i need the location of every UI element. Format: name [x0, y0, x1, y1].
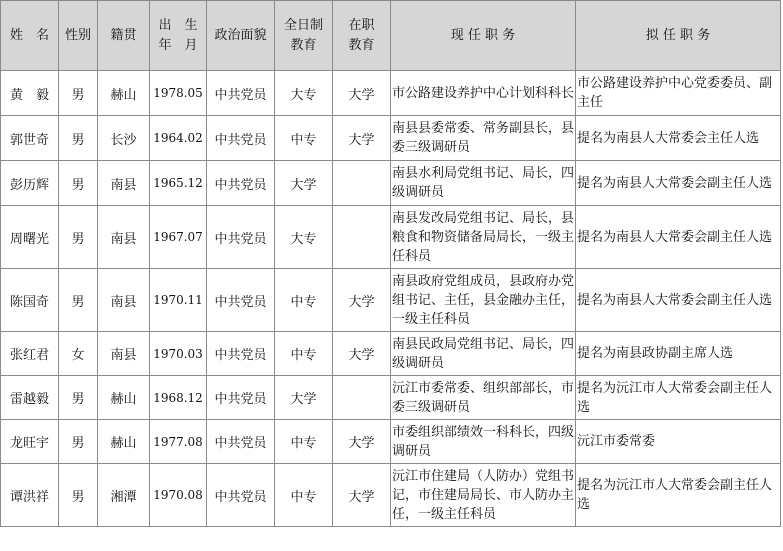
- cell-name: 张红君: [1, 332, 59, 376]
- cell-birth: 1977.08: [150, 420, 207, 464]
- cell-inservice-edu: [333, 376, 391, 420]
- cell-proposed-post: 提名为南县人大常委会主任人选: [576, 116, 781, 161]
- cell-proposed-post: 提名为南县人大常委会副主任人选: [576, 161, 781, 206]
- cell-fulltime-edu: 中专: [275, 269, 333, 332]
- cell-birth: 1970.08: [150, 464, 207, 527]
- cell-political: 中共党员: [207, 464, 275, 527]
- cell-fulltime-edu: 大学: [275, 376, 333, 420]
- cell-inservice-edu: 大学: [333, 464, 391, 527]
- cell-gender: 男: [59, 269, 98, 332]
- cell-name: 彭历辉: [1, 161, 59, 206]
- cell-political: 中共党员: [207, 116, 275, 161]
- cell-current-post: 市委组织部绩效一科科长，四级调研员: [391, 420, 576, 464]
- cell-origin: 赫山: [98, 71, 150, 116]
- cell-inservice-edu: 大学: [333, 71, 391, 116]
- table-row: [1, 420, 781, 464]
- header-birth: 出 生 年 月: [150, 1, 207, 71]
- cell-name: 陈国奇: [1, 269, 59, 332]
- cell-gender: 女: [59, 332, 98, 376]
- cell-proposed-post: 提名为南县人大常委会副主任人选: [576, 269, 781, 332]
- cell-current-post: 沅江市住建局（人防办）党组书记，市住建局局长、市人防办主任，一级主任科员: [391, 464, 576, 527]
- cell-political: 中共党员: [207, 71, 275, 116]
- cell-political: 中共党员: [207, 376, 275, 420]
- cell-fulltime-edu: 大专: [275, 71, 333, 116]
- cell-inservice-edu: 大学: [333, 420, 391, 464]
- cell-fulltime-edu: 中专: [275, 332, 333, 376]
- header-current-post: 现 任 职 务: [391, 1, 576, 71]
- cell-current-post: 南县县委常委、常务副县长，县委三级调研员: [391, 116, 576, 161]
- cell-proposed-post: 市公路建设养护中心党委委员、副主任: [576, 71, 781, 116]
- cell-political: 中共党员: [207, 161, 275, 206]
- cell-inservice-edu: 大学: [333, 269, 391, 332]
- cell-fulltime-edu: 大学: [275, 161, 333, 206]
- cell-origin: 赫山: [98, 376, 150, 420]
- cell-birth: 1978.05: [150, 71, 207, 116]
- cell-name: 黄 毅: [1, 71, 59, 116]
- cell-gender: 男: [59, 206, 98, 269]
- table-row: [1, 464, 781, 527]
- header-inservice-edu: 在职 教育: [333, 1, 391, 71]
- cell-name: 谭洪祥: [1, 464, 59, 527]
- table-row: [1, 376, 781, 420]
- cell-political: 中共党员: [207, 332, 275, 376]
- table-row: [1, 116, 781, 161]
- cell-name: 雷越毅: [1, 376, 59, 420]
- table-row: [1, 206, 781, 269]
- table-row: [1, 269, 781, 332]
- cell-origin: 南县: [98, 161, 150, 206]
- cell-origin: 长沙: [98, 116, 150, 161]
- cell-inservice-edu: [333, 206, 391, 269]
- cell-gender: 男: [59, 116, 98, 161]
- cell-gender: 男: [59, 71, 98, 116]
- table-row: [1, 332, 781, 376]
- cell-birth: 1968.12: [150, 376, 207, 420]
- cell-name: 郭世奇: [1, 116, 59, 161]
- cell-proposed-post: 提名为沅江市人大常委会副主任人选: [576, 464, 781, 527]
- cell-current-post: 市公路建设养护中心计划科科长: [391, 71, 576, 116]
- cell-gender: 男: [59, 464, 98, 527]
- cell-origin: 南县: [98, 269, 150, 332]
- cell-birth: 1964.02: [150, 116, 207, 161]
- header-row: [1, 1, 781, 71]
- cell-fulltime-edu: 大专: [275, 206, 333, 269]
- cell-current-post: 南县水利局党组书记、局长，四级调研员: [391, 161, 576, 206]
- cell-inservice-edu: 大学: [333, 332, 391, 376]
- header-political: 政治面貌: [207, 1, 275, 71]
- cell-inservice-edu: [333, 161, 391, 206]
- cell-gender: 男: [59, 420, 98, 464]
- cell-proposed-post: 提名为南县人大常委会副主任人选: [576, 206, 781, 269]
- cell-political: 中共党员: [207, 269, 275, 332]
- cell-current-post: 南县政府党组成员，县政府办党组书记、主任，县金融办主任，一级主任科员: [391, 269, 576, 332]
- cell-political: 中共党员: [207, 206, 275, 269]
- cell-proposed-post: 提名为沅江市人大常委会副主任人选: [576, 376, 781, 420]
- cell-political: 中共党员: [207, 420, 275, 464]
- cell-name: 龙旺宇: [1, 420, 59, 464]
- cell-birth: 1967.07: [150, 206, 207, 269]
- cell-proposed-post: 提名为南县政协副主席人选: [576, 332, 781, 376]
- cell-current-post: 南县发改局党组书记、局长，县粮食和物资储备局局长，一级主任科员: [391, 206, 576, 269]
- cell-birth: 1965.12: [150, 161, 207, 206]
- table-row: [1, 161, 781, 206]
- cell-origin: 南县: [98, 332, 150, 376]
- cell-gender: 男: [59, 376, 98, 420]
- cell-fulltime-edu: 中专: [275, 116, 333, 161]
- cell-origin: 湘潭: [98, 464, 150, 527]
- cell-name: 周曙光: [1, 206, 59, 269]
- header-origin: 籍贯: [98, 1, 150, 71]
- cell-origin: 南县: [98, 206, 150, 269]
- header-gender: 性别: [59, 1, 98, 71]
- cell-gender: 男: [59, 161, 98, 206]
- cell-proposed-post: 沅江市委常委: [576, 420, 781, 464]
- table-row: [1, 71, 781, 116]
- cell-fulltime-edu: 中专: [275, 420, 333, 464]
- cell-current-post: 南县民政局党组书记、局长，四级调研员: [391, 332, 576, 376]
- header-proposed-post: 拟 任 职 务: [576, 1, 781, 71]
- header-name: 姓 名: [1, 1, 59, 71]
- cell-fulltime-edu: 中专: [275, 464, 333, 527]
- cell-birth: 1970.11: [150, 269, 207, 332]
- cell-birth: 1970.03: [150, 332, 207, 376]
- header-fulltime-edu: 全日制 教育: [275, 1, 333, 71]
- cell-origin: 赫山: [98, 420, 150, 464]
- cell-inservice-edu: 大学: [333, 116, 391, 161]
- cell-current-post: 沅江市委常委、组织部部长，市委三级调研员: [391, 376, 576, 420]
